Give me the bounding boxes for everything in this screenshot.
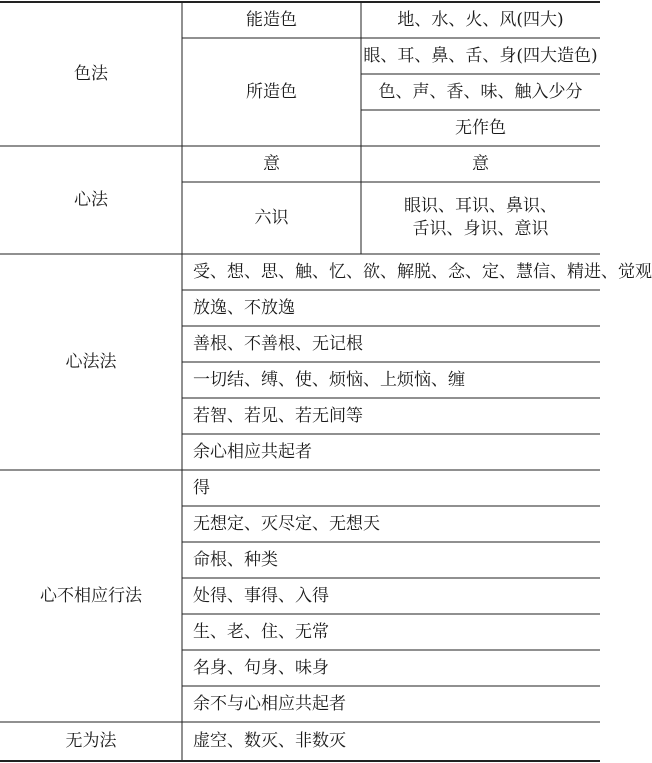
viprayukta-item: 得 bbox=[193, 477, 210, 498]
category-asamskrta: 无为法 bbox=[65, 731, 117, 752]
consciousness-line: 舌识、身识、意识 bbox=[412, 219, 549, 239]
category-viprayukta: 心不相应行法 bbox=[40, 585, 142, 606]
viprayukta-item: 命根、种类 bbox=[193, 549, 278, 570]
consciousness-value bbox=[361, 182, 600, 254]
consciousness-line: 眼识、耳识、鼻识、 bbox=[404, 196, 557, 217]
mahabhuta-value: 地、水、火、风(四大) bbox=[397, 9, 564, 30]
subcategory-derived: 所造色 bbox=[246, 81, 297, 102]
category-cetasika: 心法法 bbox=[65, 351, 117, 372]
viprayukta-item: 生、老、住、无常 bbox=[193, 621, 329, 642]
cetasika-item: 放逸、不放逸 bbox=[193, 297, 295, 318]
cetasika-item: 余心相应共起者 bbox=[193, 441, 312, 462]
asamskrta-value: 虚空、数灭、非数灭 bbox=[193, 731, 346, 752]
viprayukta-item: 无想定、灭尽定、无想天 bbox=[193, 513, 380, 534]
cetasika-item: 若智、若见、若无间等 bbox=[193, 405, 363, 426]
category-rupa: 色法 bbox=[74, 63, 108, 84]
derived-value: 色、声、香、味、触入少分 bbox=[378, 81, 583, 102]
cetasika-item: 一切结、缚、使、烦恼、上烦恼、缠 bbox=[193, 369, 465, 390]
viprayukta-item: 余不与心相应共起者 bbox=[193, 693, 346, 714]
cetasika-item: 善根、不善根、无记根 bbox=[193, 333, 363, 354]
viprayukta-item: 处得、事得、入得 bbox=[193, 585, 329, 606]
subcategory-mind: 意 bbox=[263, 153, 280, 174]
subcategory-mahabhuta: 能造色 bbox=[246, 9, 297, 30]
derived-value: 无作色 bbox=[455, 117, 506, 138]
subcategory-consciousness: 六识 bbox=[254, 207, 289, 228]
category-citta: 心法 bbox=[74, 189, 108, 210]
viprayukta-item: 名身、句身、味身 bbox=[193, 657, 329, 678]
cetasika-item: 受、想、思、触、忆、欲、解脱、念、定、慧信、精进、觉观 bbox=[193, 261, 652, 282]
derived-value: 眼、耳、鼻、舌、身(四大造色) bbox=[363, 45, 598, 66]
mind-value: 意 bbox=[472, 153, 489, 174]
